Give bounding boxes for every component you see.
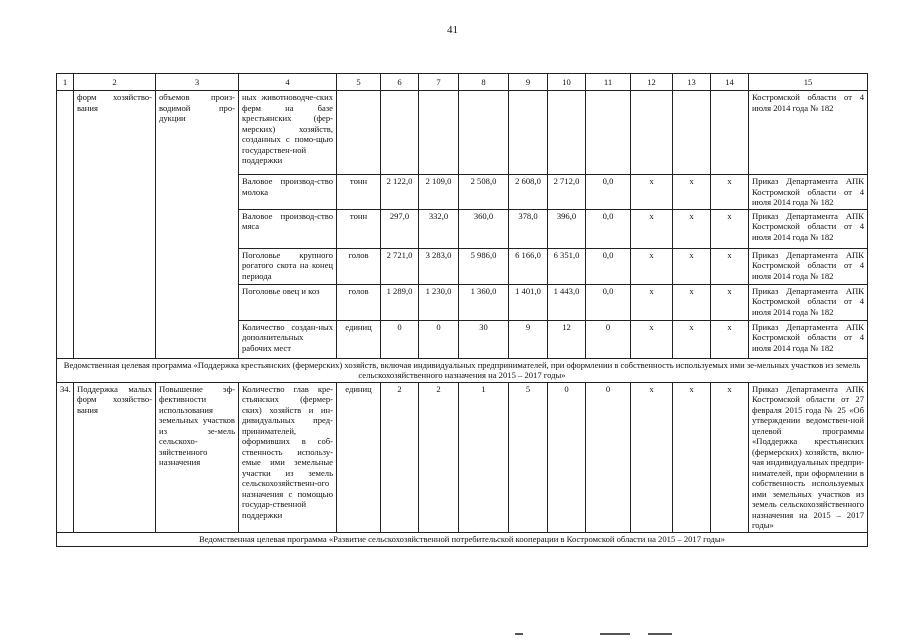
value-cell bbox=[631, 91, 673, 175]
indicator-name: Валовое производ-ство молока bbox=[239, 175, 337, 210]
value-cell: 332,0 bbox=[419, 209, 459, 248]
section-heading-row bbox=[57, 358, 868, 382]
order-reference: Приказ Департамента АПК Костромской области от 4 июля 2014 года № 182 bbox=[749, 284, 868, 320]
order-reference: Приказ Департамента АПК Костромской области от 4 июля 2014 года № 182 bbox=[749, 175, 868, 210]
value-cell: х bbox=[631, 284, 673, 320]
value-cell: х bbox=[711, 209, 749, 248]
unit: тонн bbox=[337, 209, 381, 248]
column-number: 12 bbox=[631, 74, 673, 91]
column-number: 14 bbox=[711, 74, 749, 91]
value-cell: 297,0 bbox=[381, 209, 419, 248]
event-goal: объемов произ-водимой про-дукции bbox=[156, 91, 239, 359]
column-number: 2 bbox=[74, 74, 156, 91]
value-cell: 12 bbox=[548, 320, 586, 358]
value-cell: 9 bbox=[509, 320, 548, 358]
value-cell: 2 508,0 bbox=[459, 175, 509, 210]
indicator-name: Количество создан-ных дополнительных рабочих мест bbox=[239, 320, 337, 358]
table-row bbox=[57, 91, 868, 175]
page-number: 41 bbox=[447, 24, 458, 36]
value-cell: х bbox=[631, 175, 673, 210]
value-cell: 6 166,0 bbox=[509, 248, 548, 284]
value-cell bbox=[548, 91, 586, 175]
column-number: 3 bbox=[156, 74, 239, 91]
unit: единиц bbox=[337, 320, 381, 358]
value-cell: х bbox=[711, 382, 749, 532]
column-number: 7 bbox=[419, 74, 459, 91]
order-reference: Костромской области от 4 июля 2014 года № 182 bbox=[749, 91, 868, 175]
column-number: 15 bbox=[749, 74, 868, 91]
event-goal: Повышение эф-фективности использования земельных участков из зе-мель сельскохо-зяйственного назначения bbox=[156, 382, 239, 532]
value-cell: 0 bbox=[381, 320, 419, 358]
table-row bbox=[57, 382, 868, 532]
column-number: 1 bbox=[57, 74, 74, 91]
value-cell: х bbox=[673, 248, 711, 284]
scan-artifact bbox=[515, 633, 523, 635]
value-cell: 1 443,0 bbox=[548, 284, 586, 320]
value-cell: 1 360,0 bbox=[459, 284, 509, 320]
row-number bbox=[57, 91, 74, 359]
scan-artifact bbox=[648, 633, 672, 635]
value-cell: 6 351,0 bbox=[548, 248, 586, 284]
value-cell: 1 bbox=[459, 382, 509, 532]
column-number-row bbox=[57, 74, 868, 91]
value-cell: х bbox=[711, 284, 749, 320]
column-number: 11 bbox=[586, 74, 631, 91]
value-cell: 5 986,0 bbox=[459, 248, 509, 284]
value-cell: 30 bbox=[459, 320, 509, 358]
value-cell: 0 bbox=[548, 382, 586, 532]
value-cell: 2 109,0 bbox=[419, 175, 459, 210]
value-cell: 5 bbox=[509, 382, 548, 532]
unit: голов bbox=[337, 284, 381, 320]
order-reference: Приказ Департамента АПК Костромской области от 4 июля 2014 года № 182 bbox=[749, 320, 868, 358]
value-cell: 0,0 bbox=[586, 175, 631, 210]
value-cell: х bbox=[631, 382, 673, 532]
column-number: 4 bbox=[239, 74, 337, 91]
value-cell: х bbox=[673, 175, 711, 210]
value-cell: 360,0 bbox=[459, 209, 509, 248]
column-number: 8 bbox=[459, 74, 509, 91]
scan-artifact bbox=[600, 633, 630, 635]
value-cell: 2 721,0 bbox=[381, 248, 419, 284]
indicators-table bbox=[56, 73, 868, 547]
value-cell: 0 bbox=[586, 320, 631, 358]
order-reference: Приказ Департамента АПК Костромской области от 27 февраля 2015 года № 25 «Об утверждении ведомствен-ной целевой программы «Поддержка крестьянских (фермерских) хозяйств, вклю-чая индивидуальных предпри-нимателей, при оформлении в собственность используемых ими земельных участков из земель сельскохозяйственного назначения на 2015 – 2017 годы» bbox=[749, 382, 868, 532]
value-cell: 1 401,0 bbox=[509, 284, 548, 320]
unit: тонн bbox=[337, 175, 381, 210]
value-cell: 0 bbox=[419, 320, 459, 358]
value-cell: х bbox=[673, 382, 711, 532]
value-cell bbox=[459, 91, 509, 175]
value-cell bbox=[586, 91, 631, 175]
column-number: 5 bbox=[337, 74, 381, 91]
value-cell: 1 289,0 bbox=[381, 284, 419, 320]
value-cell bbox=[381, 91, 419, 175]
value-cell: 2 bbox=[381, 382, 419, 532]
value-cell: х bbox=[673, 209, 711, 248]
order-reference: Приказ Департамента АПК Костромской области от 4 июля 2014 года № 182 bbox=[749, 248, 868, 284]
value-cell: х bbox=[631, 209, 673, 248]
value-cell: 0,0 bbox=[586, 248, 631, 284]
value-cell: 2 608,0 bbox=[509, 175, 548, 210]
section-heading: Ведомственная целевая программа «Развитие сельскохозяйственной потребительской кооперации в Костромской области на 2015 – 2017 годы» bbox=[57, 532, 868, 546]
value-cell: 0,0 bbox=[586, 209, 631, 248]
value-cell: 2 712,0 bbox=[548, 175, 586, 210]
event-name: форм хозяйство-вания bbox=[74, 91, 156, 359]
indicator-name: Валовое производ-ство мяса bbox=[239, 209, 337, 248]
column-number: 6 bbox=[381, 74, 419, 91]
column-number: 9 bbox=[509, 74, 548, 91]
unit bbox=[337, 91, 381, 175]
indicator-name: Количество глав кре-стьянских (фермер-ских) хозяйств и ин-дивидуальных пред-принимателей, оформивших в соб-ственность использу-емые ими земельные участки из земель сельскохозяйственн-ого назначения с помощью государ-ственной поддержки bbox=[239, 382, 337, 532]
value-cell: 2 122,0 bbox=[381, 175, 419, 210]
value-cell: х bbox=[631, 320, 673, 358]
value-cell bbox=[509, 91, 548, 175]
value-cell: 0,0 bbox=[586, 284, 631, 320]
value-cell: х bbox=[711, 320, 749, 358]
indicator-name: Поголовье крупного рогатого скота на конец периода bbox=[239, 248, 337, 284]
unit: единиц bbox=[337, 382, 381, 532]
value-cell: х bbox=[673, 320, 711, 358]
value-cell: х bbox=[711, 248, 749, 284]
value-cell: х bbox=[631, 248, 673, 284]
value-cell bbox=[419, 91, 459, 175]
value-cell bbox=[673, 91, 711, 175]
section-heading: Ведомственная целевая программа «Поддержка крестьянских (фермерских) хозяйств, включая индивидуальных предпринимателей, при оформлении в собственность используемых ими зе-мельных участков из земель сельскохозяйственного назначения на 2015 – 2017 годы» bbox=[57, 358, 868, 382]
value-cell: 0 bbox=[586, 382, 631, 532]
value-cell bbox=[711, 91, 749, 175]
value-cell: х bbox=[673, 284, 711, 320]
order-reference: Приказ Департамента АПК Костромской области от 4 июля 2014 года № 182 bbox=[749, 209, 868, 248]
indicator-name: Поголовье овец и коз bbox=[239, 284, 337, 320]
value-cell: 2 bbox=[419, 382, 459, 532]
value-cell: 3 283,0 bbox=[419, 248, 459, 284]
event-name: Поддержка малых форм хозяйство-вания bbox=[74, 382, 156, 532]
column-number: 13 bbox=[673, 74, 711, 91]
value-cell: 378,0 bbox=[509, 209, 548, 248]
value-cell: 1 230,0 bbox=[419, 284, 459, 320]
value-cell: х bbox=[711, 175, 749, 210]
section-heading-row bbox=[57, 532, 868, 546]
indicator-name: ных животноводче-ских ферм на базе крестьянских (фер-мерских) хозяйств, созданных с помо-щью государствен-ной поддержки bbox=[239, 91, 337, 175]
value-cell: 396,0 bbox=[548, 209, 586, 248]
column-number: 10 bbox=[548, 74, 586, 91]
row-number: 34. bbox=[57, 382, 74, 532]
unit: голов bbox=[337, 248, 381, 284]
